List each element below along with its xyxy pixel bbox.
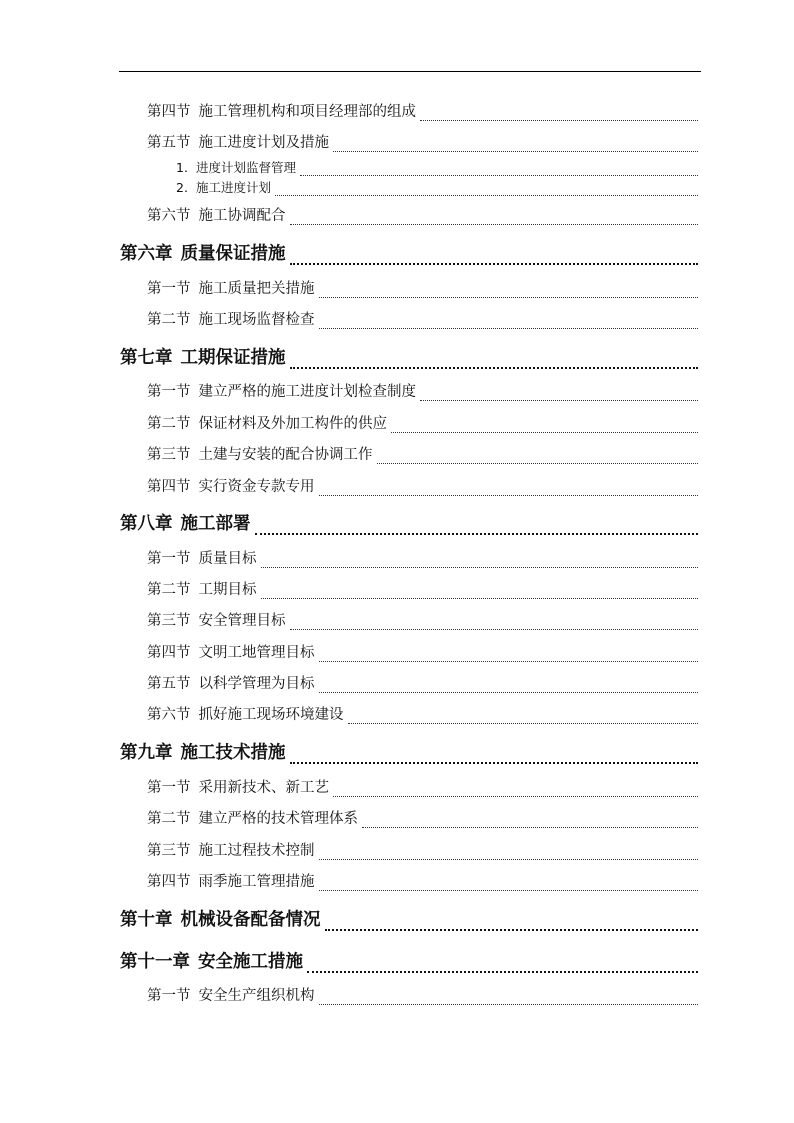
dot-leader — [319, 489, 699, 496]
toc-entry-number: 第六章 — [120, 244, 173, 264]
toc-section-entry[interactable] — [0, 807, 794, 828]
toc-entry-label — [147, 475, 315, 496]
toc-chapter-entry[interactable] — [0, 344, 794, 369]
toc-entry-number: 第三节 — [147, 613, 191, 629]
toc-entry-label — [176, 158, 296, 176]
toc-entry-number: 第一节 — [147, 384, 191, 400]
toc-entry-label — [176, 178, 271, 196]
toc-entry-title: 施工进度计划及措施 — [198, 135, 329, 151]
toc-section-entry[interactable] — [0, 839, 794, 860]
toc-entry-number: 第一节 — [147, 281, 191, 297]
toc-entry-number: 第五节 — [147, 135, 191, 151]
toc-entry-title: 施工协调配合 — [198, 208, 286, 224]
toc-section-entry[interactable] — [0, 277, 794, 298]
toc-entry-number: 第六节 — [147, 208, 191, 224]
toc-entry-title: 施工管理机构和项目经理部的组成 — [198, 104, 416, 120]
toc-entry-label — [120, 240, 286, 265]
toc-section-entry[interactable] — [0, 131, 794, 152]
toc-entry-number: 第十章 — [120, 910, 173, 930]
toc-section-entry[interactable] — [0, 443, 794, 464]
toc-section-entry[interactable] — [0, 475, 794, 496]
toc-entry-title: 安全管理目标 — [198, 613, 286, 629]
toc-chapter-entry[interactable] — [0, 510, 794, 535]
toc-entry-title: 建立严格的技术管理体系 — [198, 811, 358, 827]
toc-entry-title: 工期目标 — [198, 582, 257, 598]
toc-entry-number: 第二节 — [147, 416, 191, 432]
dot-leader — [319, 686, 699, 693]
toc-section-entry[interactable] — [0, 984, 794, 1005]
toc-entry-number: 第五节 — [147, 676, 191, 692]
toc-entry-label — [147, 277, 315, 298]
toc-entry-label — [120, 344, 286, 369]
toc-entry-label — [147, 308, 315, 329]
dot-leader — [420, 114, 698, 121]
dot-leader — [319, 884, 699, 891]
toc-entry-number: 第三节 — [147, 843, 191, 859]
toc-chapter-entry[interactable] — [0, 240, 794, 265]
toc-entry-title: 安全生产组织机构 — [198, 988, 315, 1004]
toc-section-entry[interactable] — [0, 100, 794, 121]
toc-section-entry[interactable] — [0, 609, 794, 630]
toc-entry-number: 第十一章 — [120, 952, 190, 972]
dot-leader — [420, 394, 698, 401]
toc-entry-label — [120, 948, 303, 973]
dot-leader — [377, 457, 699, 464]
toc-entry-number: 第二节 — [147, 312, 191, 328]
toc-entry-title: 质量目标 — [198, 551, 257, 567]
toc-entry-label — [147, 984, 315, 1005]
toc-entry-label — [147, 839, 315, 860]
toc-entry-number: 第四节 — [147, 479, 191, 495]
toc-entry-number: 第四节 — [147, 104, 191, 120]
dot-leader — [319, 655, 699, 662]
toc-entry-label — [147, 703, 344, 724]
toc-section-entry[interactable] — [0, 547, 794, 568]
toc-entry-title: 施工技术措施 — [180, 743, 286, 763]
dot-leader — [319, 291, 699, 298]
toc-section-entry[interactable] — [0, 578, 794, 599]
dot-leader — [255, 526, 699, 535]
toc-chapter-entry[interactable] — [0, 739, 794, 764]
toc-entry-title: 保证材料及外加工构件的供应 — [198, 416, 387, 432]
toc-entry-number: 第四节 — [147, 645, 191, 661]
dot-leader — [290, 218, 699, 225]
toc-entry-number: 第八章 — [120, 514, 173, 534]
toc-entry-label — [147, 204, 286, 225]
dot-leader — [319, 322, 699, 329]
toc-entry-number: 第四节 — [147, 874, 191, 890]
dot-leader — [333, 790, 698, 797]
toc-entry-title: 施工进度计划 — [195, 180, 271, 195]
toc-entry-number: 第二节 — [147, 582, 191, 598]
toc-section-entry[interactable] — [0, 641, 794, 662]
dot-leader — [391, 426, 698, 433]
toc-entry-title: 施工现场监督检查 — [198, 312, 315, 328]
dot-leader — [325, 922, 699, 931]
toc-entry-label — [120, 906, 321, 931]
toc-entry-label — [147, 641, 315, 662]
dot-leader — [290, 623, 699, 630]
toc-entry-title: 建立严格的施工进度计划检查制度 — [198, 384, 416, 400]
toc-entry-number: 第九章 — [120, 743, 173, 763]
dot-leader — [261, 592, 699, 599]
toc-entry-label — [147, 672, 315, 693]
toc-entry-label — [147, 131, 329, 152]
toc-entry-label — [147, 443, 373, 464]
toc-section-entry[interactable] — [0, 204, 794, 225]
toc-section-entry[interactable] — [0, 380, 794, 401]
toc-entry-title: 施工过程技术控制 — [198, 843, 315, 859]
toc-entry-label — [147, 412, 387, 433]
toc-entry-title: 施工质量把关措施 — [198, 281, 315, 297]
toc-section-entry[interactable] — [0, 703, 794, 724]
toc-subitem-entry[interactable] — [0, 158, 794, 176]
dot-leader — [333, 145, 698, 152]
dot-leader — [261, 561, 699, 568]
dot-leader — [290, 360, 699, 369]
toc-entry-number: 第三节 — [147, 447, 191, 463]
toc-entry-title: 机械设备配备情况 — [180, 910, 321, 930]
toc-entry-number: 第七章 — [120, 348, 173, 368]
dot-leader — [307, 964, 698, 973]
toc-entry-number: 第一节 — [147, 551, 191, 567]
toc-entry-label — [147, 578, 257, 599]
toc-entry-title: 采用新技术、新工艺 — [198, 780, 329, 796]
toc-entry-title: 工期保证措施 — [180, 348, 286, 368]
toc-entry-number: 第六节 — [147, 707, 191, 723]
toc-entry-label — [147, 547, 257, 568]
dot-leader — [319, 998, 699, 1005]
toc-entry-label — [147, 609, 286, 630]
dot-leader — [300, 169, 698, 176]
toc-entry-title: 抓好施工现场环境建设 — [198, 707, 344, 723]
toc-section-entry[interactable] — [0, 776, 794, 797]
toc-entry-number: 第二节 — [147, 811, 191, 827]
dot-leader — [319, 853, 699, 860]
toc-section-entry[interactable] — [0, 412, 794, 433]
dot-leader — [290, 755, 699, 764]
toc-section-entry[interactable] — [0, 672, 794, 693]
toc-section-entry[interactable] — [0, 870, 794, 891]
toc-entry-title: 施工部署 — [180, 514, 251, 534]
toc-subitem-entry[interactable] — [0, 178, 794, 196]
toc-entry-title: 土建与安装的配合协调工作 — [198, 447, 373, 463]
toc-entry-title: 安全施工措施 — [198, 952, 303, 972]
toc-entry-label — [147, 776, 329, 797]
toc-entry-label — [120, 510, 251, 535]
toc-entry-title: 质量保证措施 — [180, 244, 286, 264]
toc-section-entry[interactable] — [0, 308, 794, 329]
toc-entry-title: 实行资金专款专用 — [198, 479, 315, 495]
toc-entry-number: 第一节 — [147, 780, 191, 796]
toc-entry-title: 文明工地管理目标 — [198, 645, 315, 661]
toc-entry-label — [147, 380, 416, 401]
toc-entry-label — [147, 870, 315, 891]
toc-entry-number: 1. — [176, 160, 188, 175]
dot-leader — [348, 717, 699, 724]
toc-chapter-entry[interactable] — [0, 906, 794, 931]
toc-entry-number: 2. — [176, 180, 188, 195]
toc-entry-title: 雨季施工管理措施 — [198, 874, 315, 890]
toc-entry-label — [120, 739, 286, 764]
toc-entry-title: 以科学管理为目标 — [198, 676, 315, 692]
toc-chapter-entry[interactable] — [0, 948, 794, 973]
dot-leader — [275, 189, 698, 196]
toc-entry-number: 第一节 — [147, 988, 191, 1004]
dot-leader — [362, 821, 698, 828]
toc-entry-label — [147, 100, 416, 121]
toc-entry-label — [147, 807, 358, 828]
dot-leader — [290, 256, 699, 265]
toc-entry-title: 进度计划监督管理 — [195, 160, 296, 175]
